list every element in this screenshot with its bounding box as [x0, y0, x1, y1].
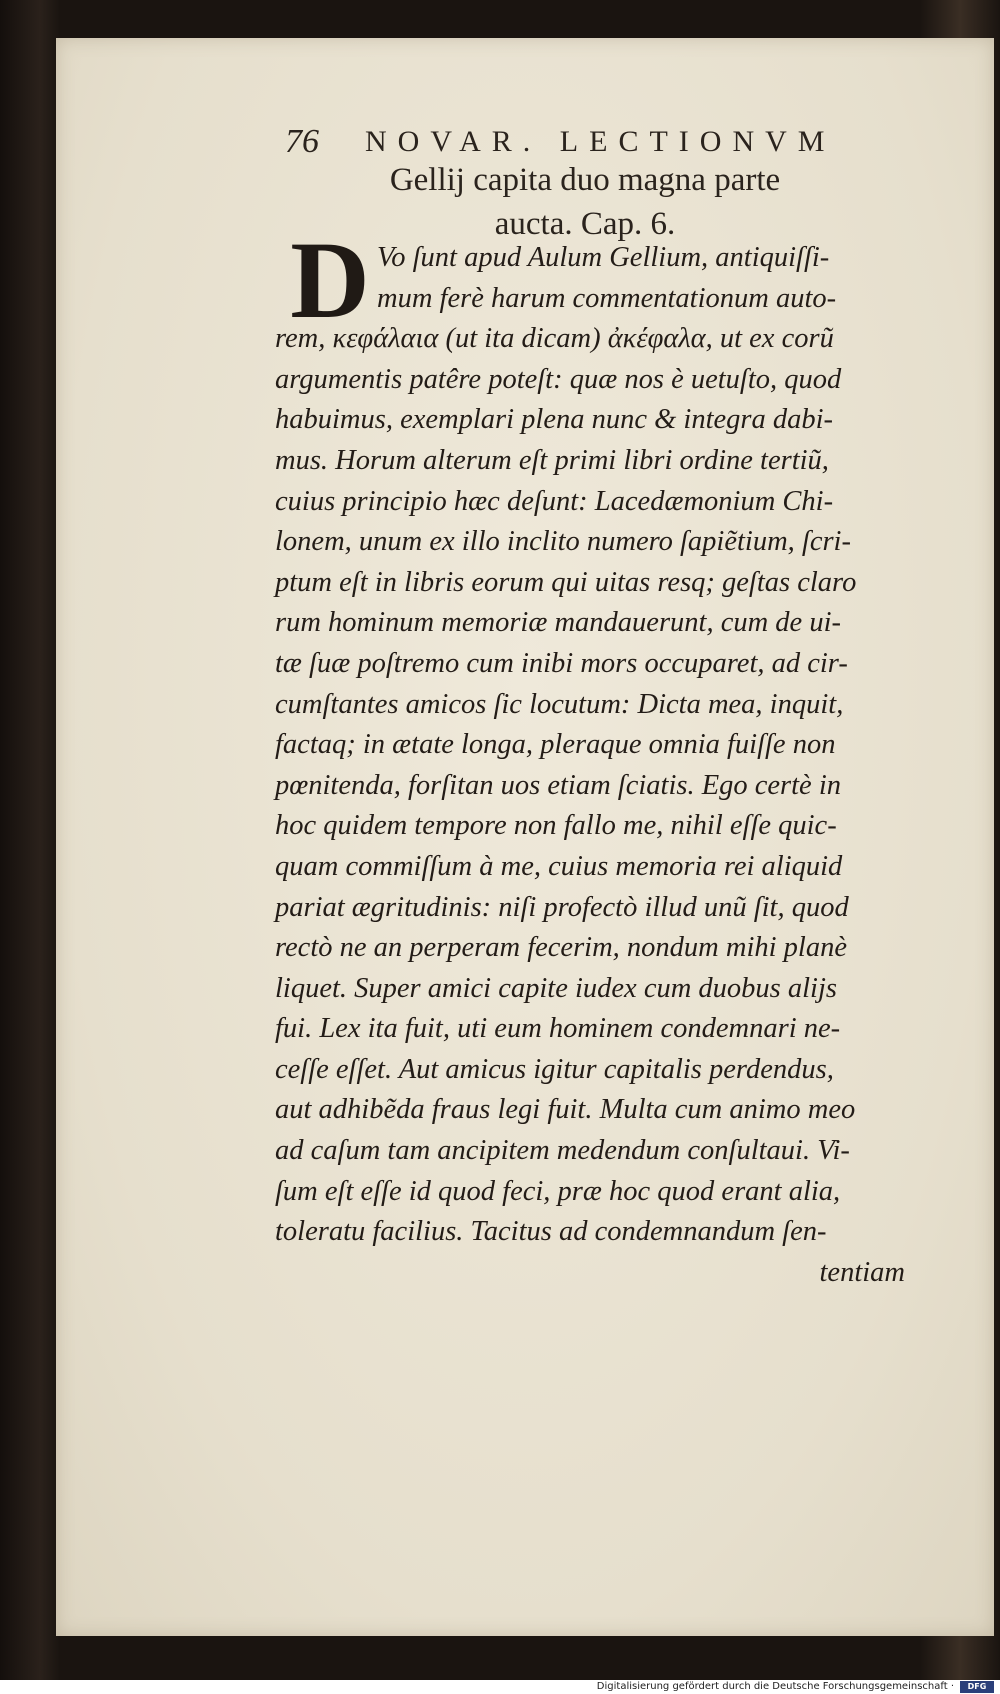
page-number: 76 — [285, 123, 319, 160]
text-line: hoc quidem tempore non fallo me, nihil eſſe quic- — [275, 810, 837, 842]
text-line: pariat ægritudinis: niſi profectò illud unũ ſit, quod — [275, 891, 849, 923]
catchword: tentiam — [819, 1256, 905, 1288]
text-line: ad caſum tam ancipitem medendum conſultaui. Vi- — [275, 1135, 850, 1167]
text-line: lonem, unum ex illo inclito numero ſapiẽtium, ſcri- — [275, 526, 851, 558]
digitization-footer — [0, 1680, 1000, 1694]
text-line: liquet. Super amici capite iudex cum duobus alijs — [275, 972, 837, 1004]
text-line: rectò ne an perperam fecerim, nondum mihi planè — [275, 932, 847, 964]
text-line: pœnitenda, forſitan uos etiam ſciatis. Ego certè in — [275, 769, 841, 801]
text-line: quam commiſſum à me, cuius memoria rei aliquid — [275, 850, 843, 882]
text-line: toleratu facilius. Tacitus ad condemnandum ſen- — [275, 1216, 827, 1248]
text-line: factaq; in ætate longa, pleraque omnia fuiſſe non — [275, 729, 836, 761]
text-line: aut adhibẽda fraus legi fuit. Multa cum animo meo — [275, 1094, 856, 1126]
text-line: cuius principio hæc deſunt: Lacedæmonium Chi- — [275, 485, 834, 517]
text-line: Vo ſunt apud Aulum Gellium, antiquiſſi- — [377, 242, 830, 273]
text-line: rem, κεφάλαια (ut ita dicam) ἀκέφαλα, ut ex corũ — [275, 323, 834, 355]
chapter-heading-line-2: aucta. Cap. 6. — [494, 206, 676, 242]
text-line: rum hominum memoriæ mandauerunt, cum de ui- — [275, 607, 841, 639]
text-line: ptum eſt in libris eorum qui uitas resq; geſtas claro — [275, 566, 857, 598]
text-line: habuimus, exemplari plena nunc & integra dabi- — [275, 404, 834, 436]
chapter-heading-line-1: Gellij capita duo magna parte — [389, 162, 781, 198]
text-line: ſum eſt eſſe id quod feci, præ hoc quod erant alia, — [275, 1175, 841, 1207]
chapter-heading — [285, 158, 885, 246]
funding-credit: Digitalisierung gefördert durch die Deutsche Forschungsgemeinschaft · — [596, 1681, 954, 1692]
drop-cap-initial: D — [290, 219, 370, 341]
dfg-logo-icon: DFG — [960, 1681, 994, 1693]
text-line: argumentis patêre poteſt: quæ nos è uetuſto, quod — [275, 363, 842, 395]
text-line: fui. Lex ita fuit, uti eum hominem condemnari ne- — [275, 1013, 841, 1045]
text-line: ceſſe eſſet. Aut amicus igitur capitalis perdendus, — [275, 1053, 834, 1085]
running-title: NOVAR. LECTIONVM — [365, 125, 836, 158]
text-line: mus. Horum alterum eſt primi libri ordine tertiũ, — [275, 444, 829, 476]
text-line: mum ferè harum commentationum auto- — [377, 282, 837, 314]
text-line: tæ ſuæ poſtremo cum inibi mors occuparet, ad cir- — [275, 647, 848, 679]
text-line: cumſtantes amicos ſic locutum: Dicta mea, inquit, — [275, 688, 844, 720]
